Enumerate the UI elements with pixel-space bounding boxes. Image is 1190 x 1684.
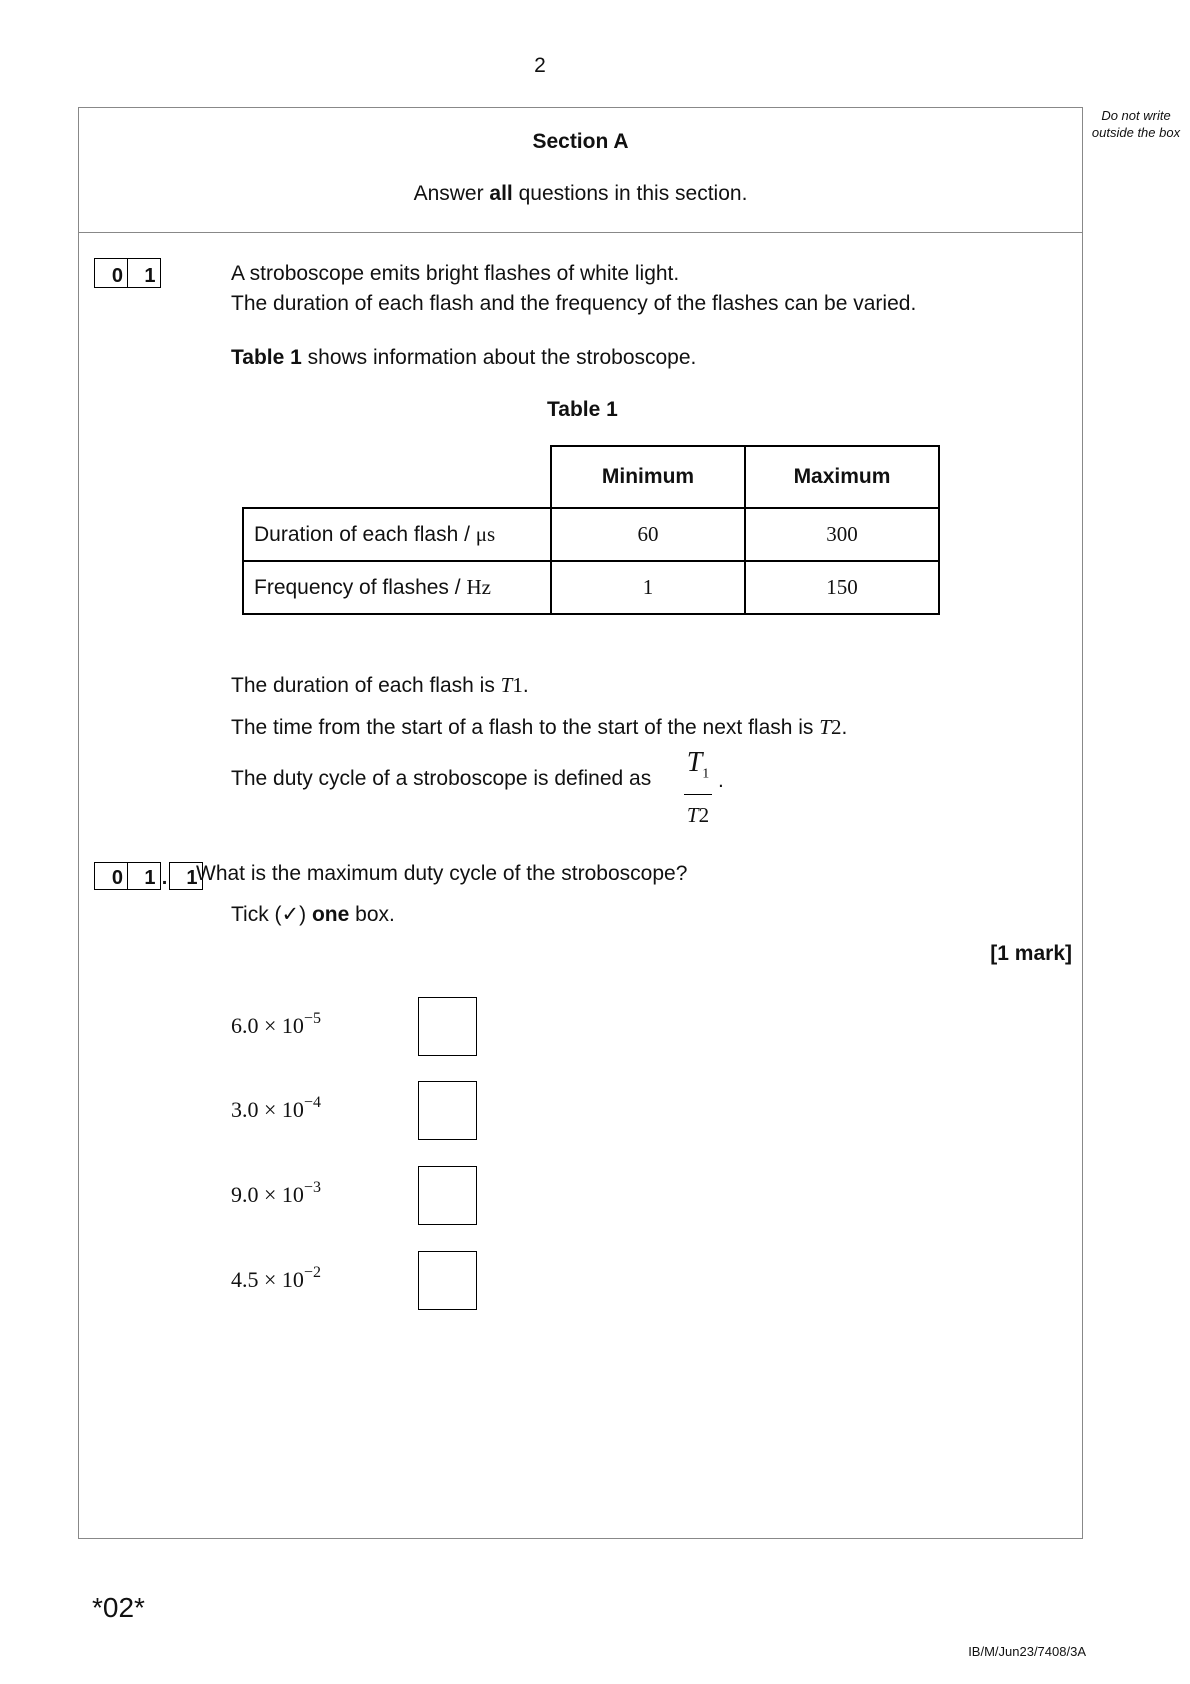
intro-line-2: The duration of each flash and the frequency of the flashes can be varied. [231, 292, 917, 315]
row-label-frequency: Frequency of flashes / Hz [243, 561, 551, 614]
frequency-max: 150 [745, 561, 939, 614]
question-digit: 0 [94, 258, 128, 288]
tick-box[interactable] [418, 1166, 477, 1225]
subquestion-number-box [94, 862, 203, 890]
tick-instruction: Tick (✓) one box. [231, 903, 395, 926]
definition-t2: The time from the start of a flash to the start of the next flash is T2. [231, 715, 848, 739]
paper-reference: IB/M/Jun23/7408/3A [968, 1644, 1086, 1659]
section-title: Section A [532, 130, 629, 153]
fraction-denominator: T2 [686, 802, 710, 827]
header-minimum: Minimum [551, 446, 745, 508]
question-digit: 1 [127, 258, 161, 288]
tick-box[interactable] [418, 1081, 477, 1140]
option-label: $4.5 \times 10^{-2}$ [231, 1264, 321, 1292]
option-label: $6.0 \times 10^{-5}$ [231, 1010, 321, 1038]
page-number: 2 [534, 54, 546, 77]
section-divider [78, 232, 1083, 233]
subquestion-digit: 0 [94, 862, 128, 890]
frequency-min: 1 [551, 561, 745, 614]
duration-max: 300 [745, 508, 939, 561]
section-instruction: Answer all questions in this section. [413, 182, 748, 205]
table-header-row [243, 446, 939, 508]
answer-frame [78, 107, 1083, 1539]
subquestion-digit: 1 [169, 862, 203, 890]
table-row [243, 508, 939, 561]
fraction-numerator: $T_1$ [686, 747, 710, 782]
definition-t1: The duration of each flash is T1. [231, 673, 529, 697]
tick-box[interactable] [418, 997, 477, 1056]
tick-box[interactable] [418, 1251, 477, 1310]
margin-note: Do not write outside the box [1091, 108, 1181, 140]
fraction-bar [684, 794, 712, 795]
empty-header-cell [243, 446, 551, 508]
duty-cycle-period: . [718, 769, 724, 792]
stroboscope-table [242, 445, 940, 615]
table-reference: Table 1 shows information about the stroboscope. [231, 346, 697, 369]
duty-cycle-definition: The duty cycle of a stroboscope is defined as [231, 767, 652, 790]
subquestion-digit: 1 [127, 862, 161, 890]
duration-min: 60 [551, 508, 745, 561]
option-label: $9.0 \times 10^{-3}$ [231, 1179, 321, 1207]
header-maximum: Maximum [745, 446, 939, 508]
duty-cycle-fraction [683, 748, 713, 828]
table-row [243, 561, 939, 614]
question-number-box [94, 258, 161, 288]
subquestion-text: What is the maximum duty cycle of the stroboscope? [196, 862, 688, 885]
intro-line-1: A stroboscope emits bright flashes of white light. [231, 262, 680, 285]
table-caption: Table 1 [547, 398, 618, 421]
mark-allocation: [1 mark] [990, 942, 1072, 965]
subquestion-separator: . [161, 867, 168, 889]
page-code: *02* [92, 1592, 145, 1623]
row-label-duration: Duration of each flash / μs [243, 508, 551, 561]
option-label: $3.0 \times 10^{-4}$ [231, 1094, 321, 1122]
